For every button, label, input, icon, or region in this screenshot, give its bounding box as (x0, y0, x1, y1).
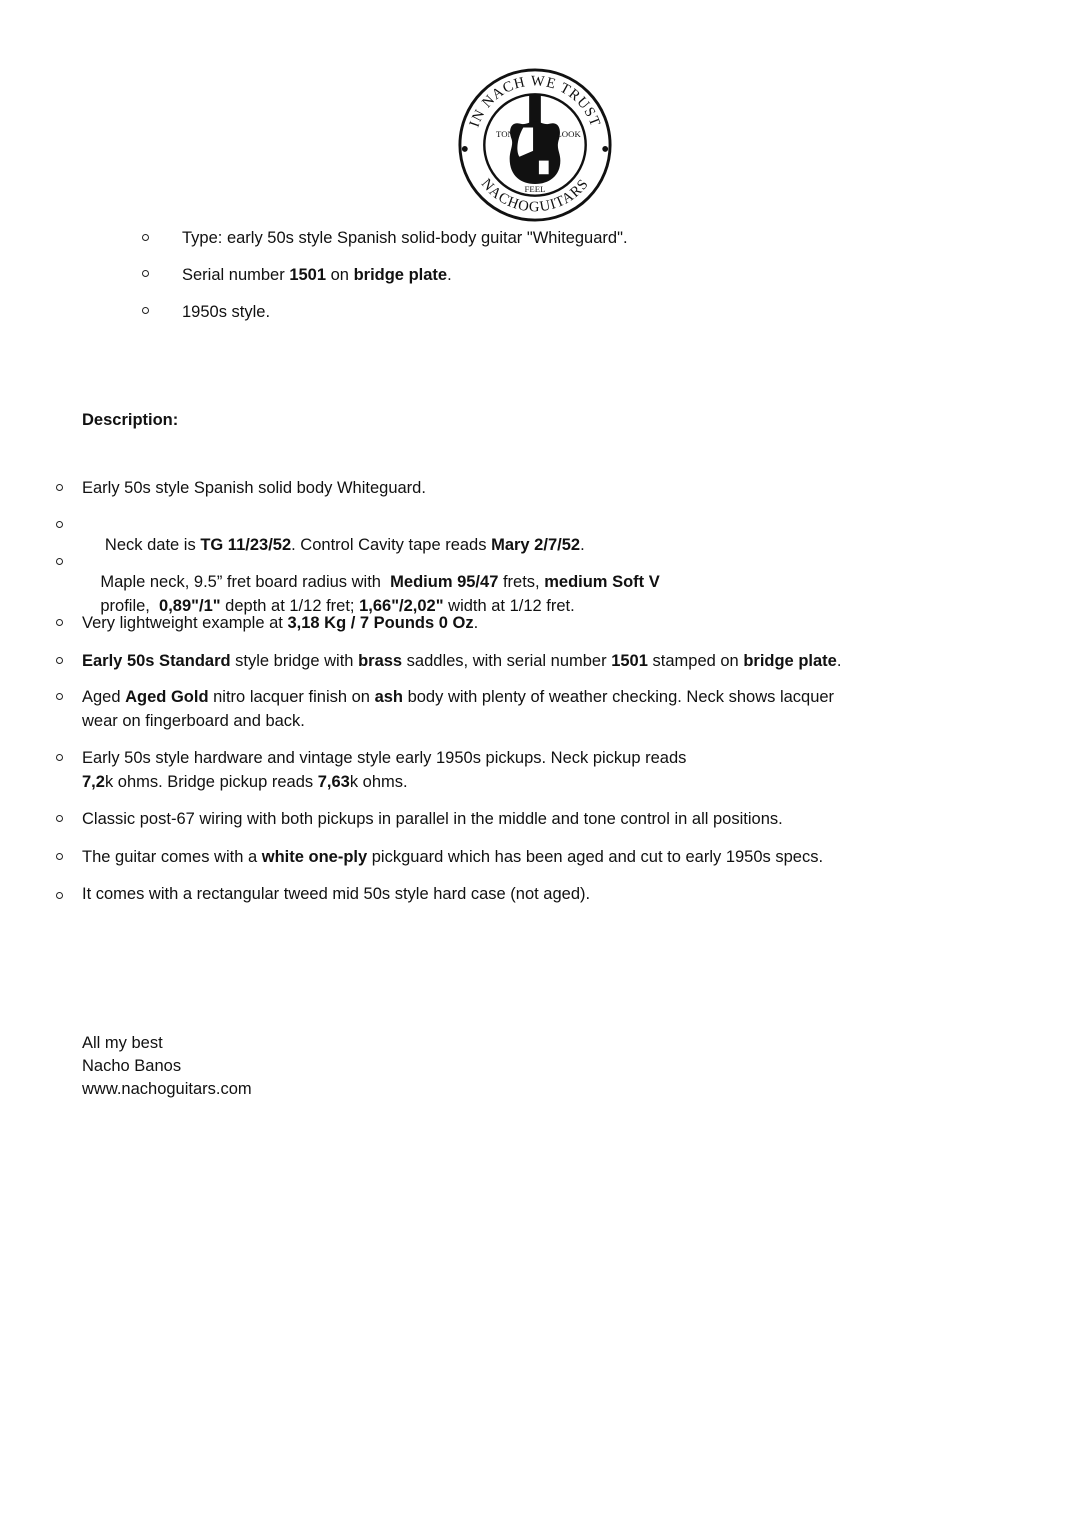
description-item: Early 50s style Spanish solid body Whiteguard. (82, 479, 426, 497)
nachoguitars-logo (457, 67, 613, 223)
description-item: It comes with a rectangular tweed mid 50s style hard case (not aged). (82, 885, 591, 903)
bullet-icon (56, 484, 63, 491)
bullet-icon (56, 815, 63, 822)
description-item: Classic post-67 wiring with both pickups in parallel in the middle and tone control in all positions. (82, 810, 783, 828)
bullet-icon (142, 307, 149, 314)
bullet-icon (142, 270, 149, 277)
summary-item: Serial number 1501 on bridge plate. (182, 266, 452, 284)
bullet-icon (56, 754, 63, 761)
description-item: Neck date is TG 11/23/52. Control Cavity tape reads Mary 2/7/52. (100, 536, 585, 554)
description-item: Very lightweight example at 3,18 Kg / 7 Pounds 0 Oz. (82, 614, 479, 632)
summary-item: Type: early 50s style Spanish solid-body guitar "Whiteguard". (182, 229, 628, 247)
description-item: Maple neck, 9.5” fret board radius with Medium 95/47 frets, medium Soft V (100, 573, 660, 591)
description-heading: Description: (82, 411, 179, 429)
logo-bottom-text: NACHOGUITARS (477, 175, 593, 216)
bullet-icon (56, 619, 63, 626)
signature-website: www.nachoguitars.com (82, 1080, 252, 1098)
description-item-continuation: profile, 0,89"/1" depth at 1/12 fret; 1,66"/2,02" width at 1/12 fret. (100, 597, 575, 615)
bullet-icon (56, 693, 63, 700)
bullet-icon (56, 657, 63, 664)
logo-tone-word: TONE (496, 129, 520, 140)
signature-closing: All my best (82, 1034, 163, 1052)
bullet-icon (142, 234, 149, 241)
logo-top-text: IN NACH WE TRUST (466, 73, 604, 130)
bullet-icon (56, 521, 63, 528)
description-item: Aged Aged Gold nitro lacquer finish on ash body with plenty of weather checking. Neck shows lacquer (82, 688, 835, 706)
description-item: Early 50s style hardware and vintage style early 1950s pickups. Neck pickup reads (82, 749, 687, 767)
description-item: The guitar comes with a white one-ply pickguard which has been aged and cut to early 1950s specs. (82, 848, 824, 866)
description-item-continuation: wear on fingerboard and back. (82, 712, 305, 730)
signature-name: Nacho Banos (82, 1057, 182, 1075)
bullet-icon (56, 892, 63, 899)
description-item: Early 50s Standard style bridge with brass saddles, with serial number 1501 stamped on bridge plate. (82, 652, 842, 670)
logo-look-word: LOOK (556, 129, 581, 140)
logo-feel-word: FEEL (524, 183, 546, 194)
description-item-continuation: 7,2k ohms. Bridge pickup reads 7,63k ohms. (82, 773, 408, 791)
summary-item: 1950s style. (182, 303, 271, 321)
bullet-icon (56, 853, 63, 860)
bullet-icon (56, 558, 63, 565)
